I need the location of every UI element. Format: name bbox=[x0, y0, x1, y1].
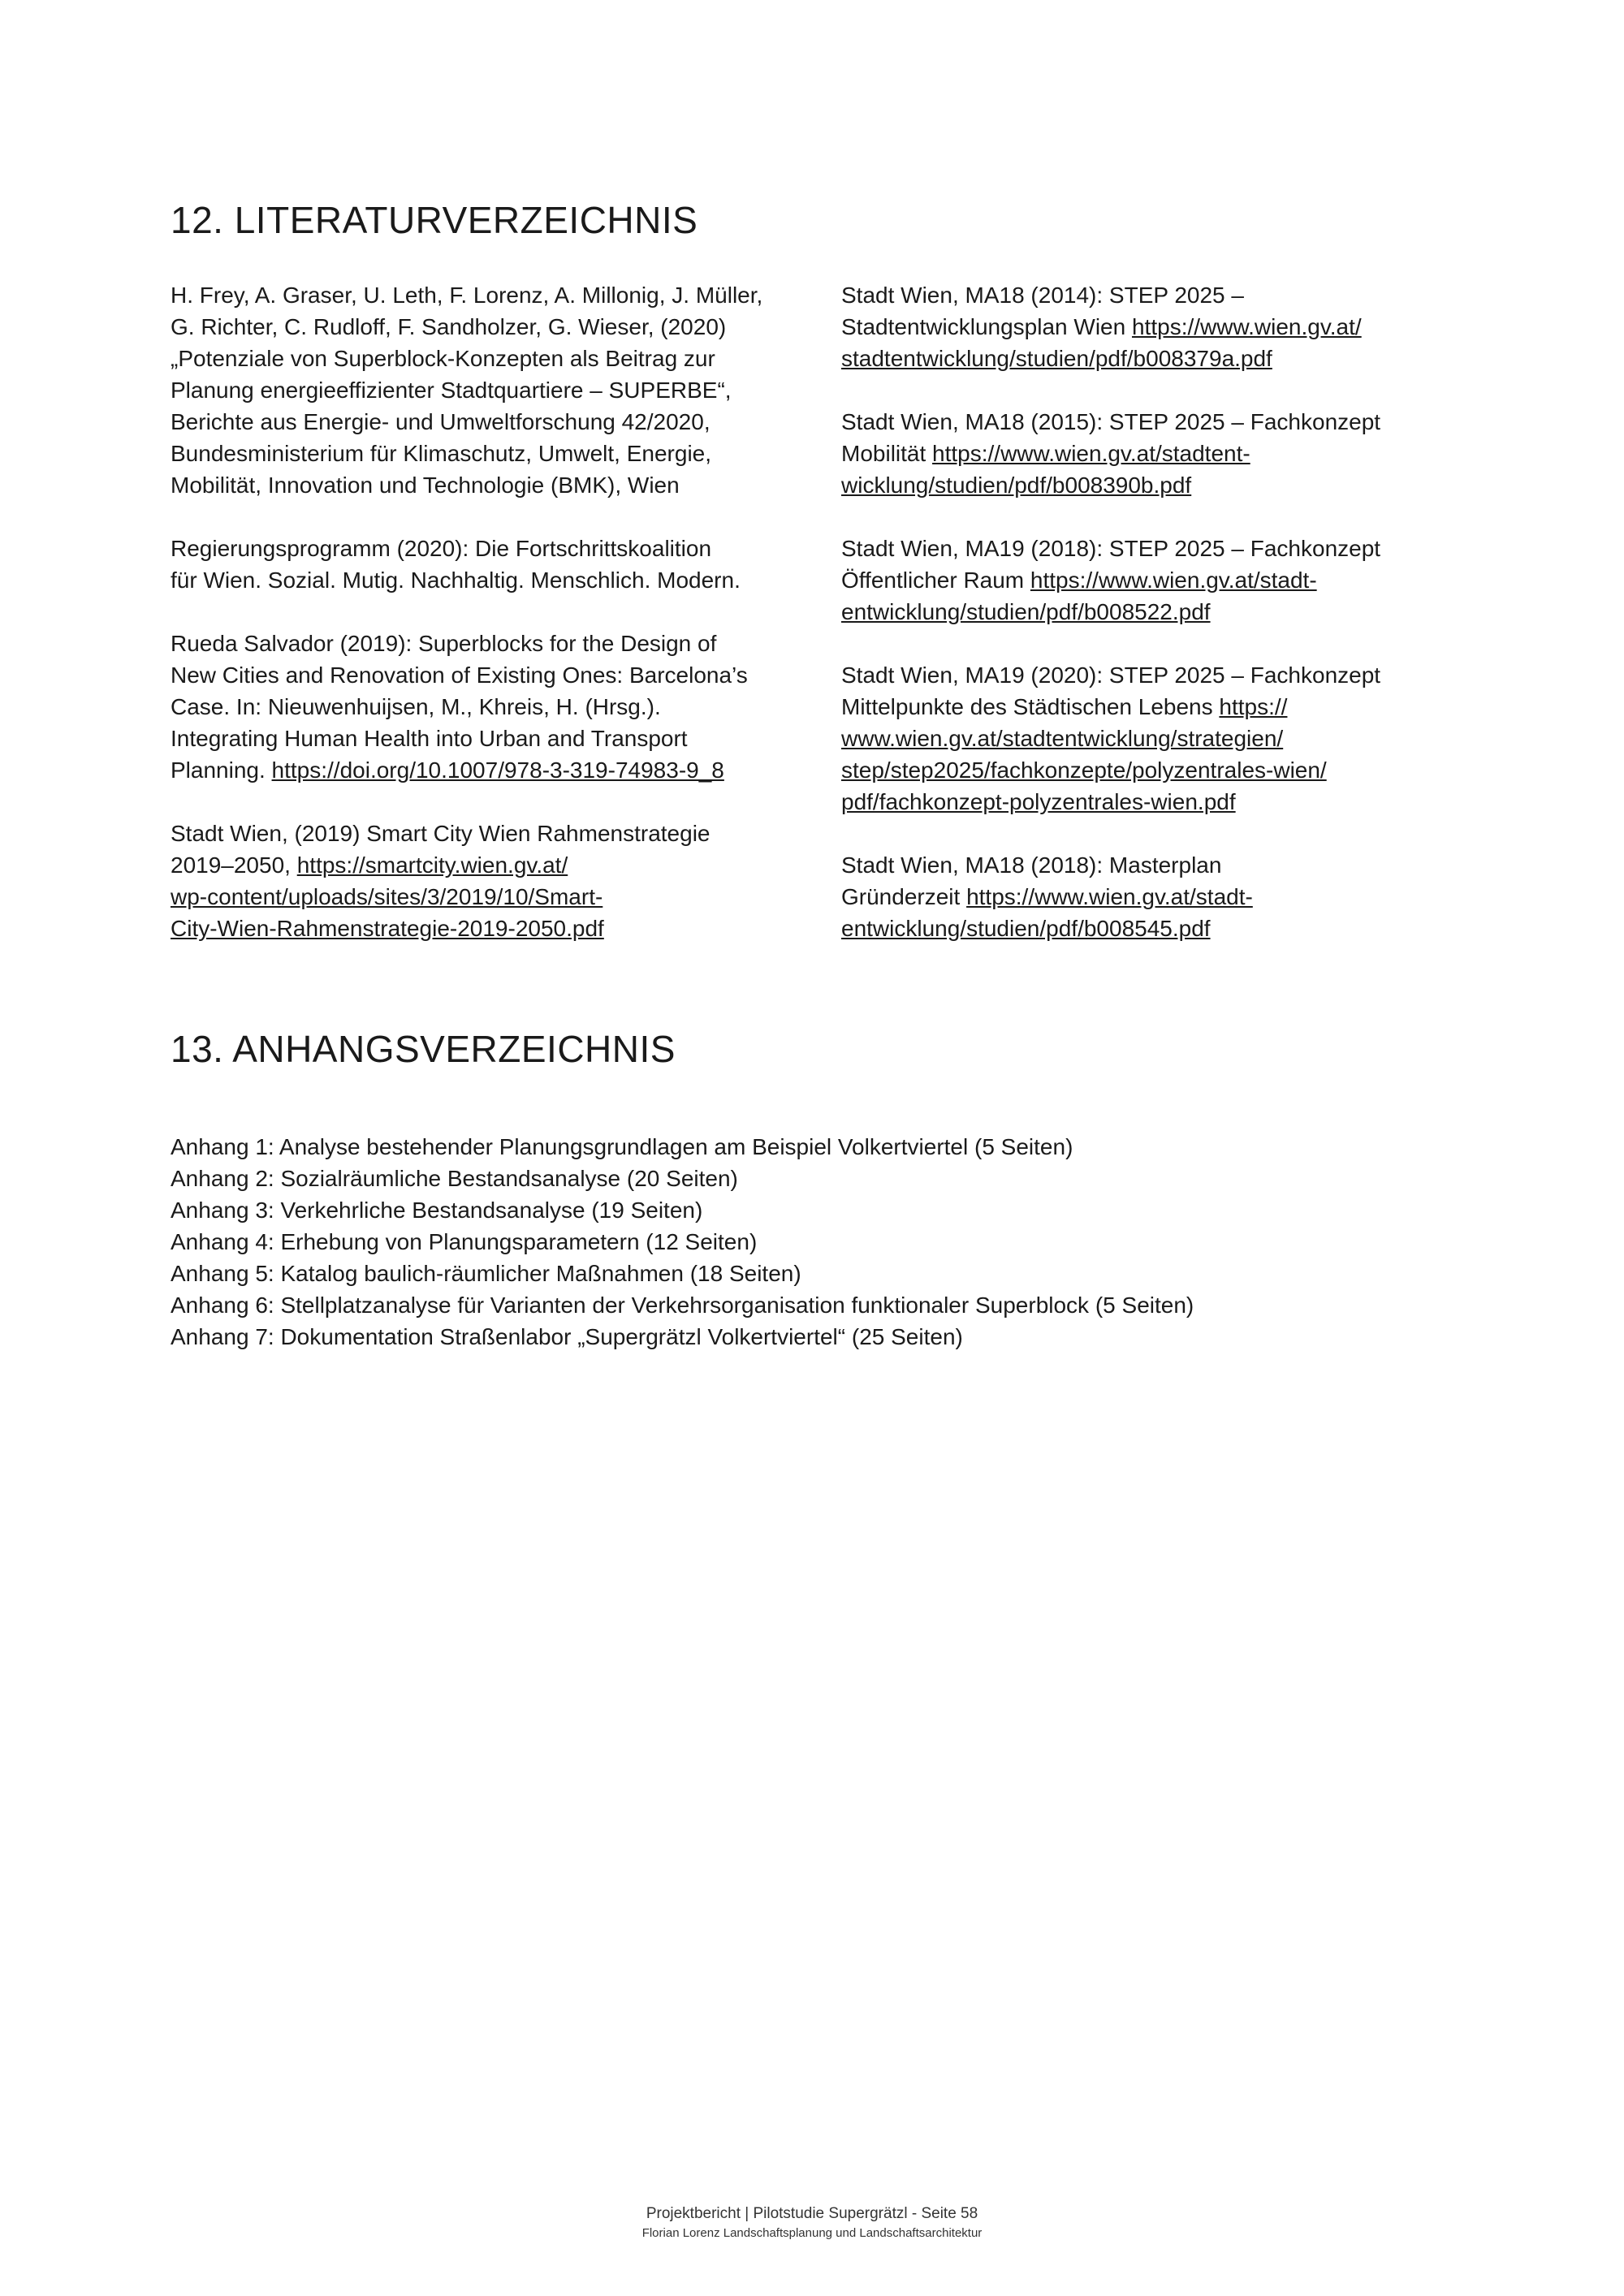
appendix-heading: 13. ANHANGSVERZEICHNIS bbox=[171, 1028, 676, 1070]
reference-text: Rueda Salvador (2019): Superblocks for the Design of New Cities and Renovation of Existing Ones: Barcelona’s Case. In: Nieuwenhuijsen, M., Khreis, H. (Hrsg.). Integrating Human Health into Urban and Transport Planning. bbox=[171, 631, 748, 783]
appendix-item: Anhang 6: Stellplatzanalyse für Varianten der Verkehrsorganisation funktionaler Superblock (5 Seiten) bbox=[171, 1293, 1194, 1318]
reference-link[interactable]: https://www.wien.gv.at/ stadtentwicklung/studien/pdf/b008379a.pdf bbox=[841, 314, 1362, 371]
reference-text: Regierungsprogramm (2020): Die Fortschrittskoalition für Wien. Sozial. Mutig. Nachhaltig. Menschlich. Modern. bbox=[171, 536, 741, 593]
appendix-item: Anhang 7: Dokumentation Straßenlabor „Supergrätzl Volkertviertel“ (25 Seiten) bbox=[171, 1324, 963, 1349]
reference-entry bbox=[171, 628, 812, 786]
page-footer bbox=[0, 2203, 1624, 2242]
reference-text: Stadt Wien, MA19 (2020): STEP 2025 – Fachkonzept Mittelpunkte des Städtischen Lebens bbox=[841, 662, 1381, 719]
reference-text: Stadt Wien, MA18 (2015): STEP 2025 – Fachkonzept Mobilität bbox=[841, 409, 1381, 466]
literature-heading: 12. LITERATURVERZEICHNIS bbox=[171, 199, 698, 241]
reference-entry bbox=[841, 406, 1483, 501]
reference-link[interactable]: https://www.wien.gv.at/stadt- entwicklung/studien/pdf/b008545.pdf bbox=[841, 884, 1253, 941]
appendix-item: Anhang 5: Katalog baulich-räumlicher Maßnahmen (18 Seiten) bbox=[171, 1261, 801, 1286]
reference-link[interactable]: https://doi.org/10.1007/978-3-319-74983-9_8 bbox=[271, 757, 724, 783]
appendix-item: Anhang 2: Sozialräumliche Bestandsanalyse (20 Seiten) bbox=[171, 1166, 738, 1191]
reference-entry bbox=[171, 533, 812, 596]
literature-right-column bbox=[841, 279, 1483, 976]
reference-text: Stadt Wien, MA18 (2018): Masterplan Gründerzeit bbox=[841, 852, 1222, 909]
reference-entry bbox=[171, 279, 812, 501]
reference-entry bbox=[841, 849, 1483, 944]
reference-link[interactable]: https:// www.wien.gv.at/stadtentwicklung/strategien/ step/step2025/fachkonzepte/polyzentrales-wien/ pdf/fachkonzept-polyzentrales-wien.pdf bbox=[841, 694, 1327, 814]
footer-report-title: Projektbericht | Pilotstudie Supergrätzl - Seite 58 bbox=[646, 2205, 978, 2222]
reference-entry bbox=[841, 659, 1483, 818]
footer-author: Florian Lorenz Landschaftsplanung und Landschaftsarchitektur bbox=[641, 2226, 983, 2240]
reference-entry bbox=[841, 279, 1483, 374]
reference-text: H. Frey, A. Graser, U. Leth, F. Lorenz, A. Millonig, J. Müller, G. Richter, C. Rudloff, F. Sandholzer, G. Wieser, (2020) „Potenziale von Superblock-Konzepten als Beitrag zur Planung energieeffizienter Stadtquartiere – SUPERBE“, Berichte aus Energie- und Umweltforschung 42/2020, Bundesministerium für Klimaschutz, Umwelt, Energie, Mobilität, Innovation und Technologie (BMK), Wien bbox=[171, 283, 763, 498]
literature-left-column bbox=[171, 279, 812, 976]
reference-link[interactable]: https://smartcity.wien.gv.at/ wp-content/uploads/sites/3/2019/10/Smart- City-Wien-Rahmenstrategie-2019-2050.pdf bbox=[171, 852, 604, 941]
reference-text: Stadt Wien, MA19 (2018): STEP 2025 – Fachkonzept Öffentlicher Raum bbox=[841, 536, 1381, 593]
appendix-item: Anhang 4: Erhebung von Planungsparametern (12 Seiten) bbox=[171, 1229, 758, 1254]
reference-link[interactable]: https://www.wien.gv.at/stadt- entwicklung/studien/pdf/b008522.pdf bbox=[841, 568, 1317, 624]
appendix-item: Anhang 3: Verkehrliche Bestandsanalyse (19 Seiten) bbox=[171, 1198, 703, 1223]
reference-link[interactable]: https://www.wien.gv.at/stadtent- wicklung/studien/pdf/b008390b.pdf bbox=[841, 441, 1250, 498]
reference-entry bbox=[171, 818, 812, 944]
appendix-item: Anhang 1: Analyse bestehender Planungsgrundlagen am Beispiel Volkertviertel (5 Seiten) bbox=[171, 1134, 1073, 1159]
reference-text: Stadt Wien, MA18 (2014): STEP 2025 – Stadtentwicklungsplan Wien bbox=[841, 283, 1244, 339]
reference-text: Stadt Wien, (2019) Smart City Wien Rahmenstrategie 2019–2050, bbox=[171, 821, 710, 878]
appendix-list bbox=[171, 1131, 1551, 1353]
reference-entry bbox=[841, 533, 1483, 628]
